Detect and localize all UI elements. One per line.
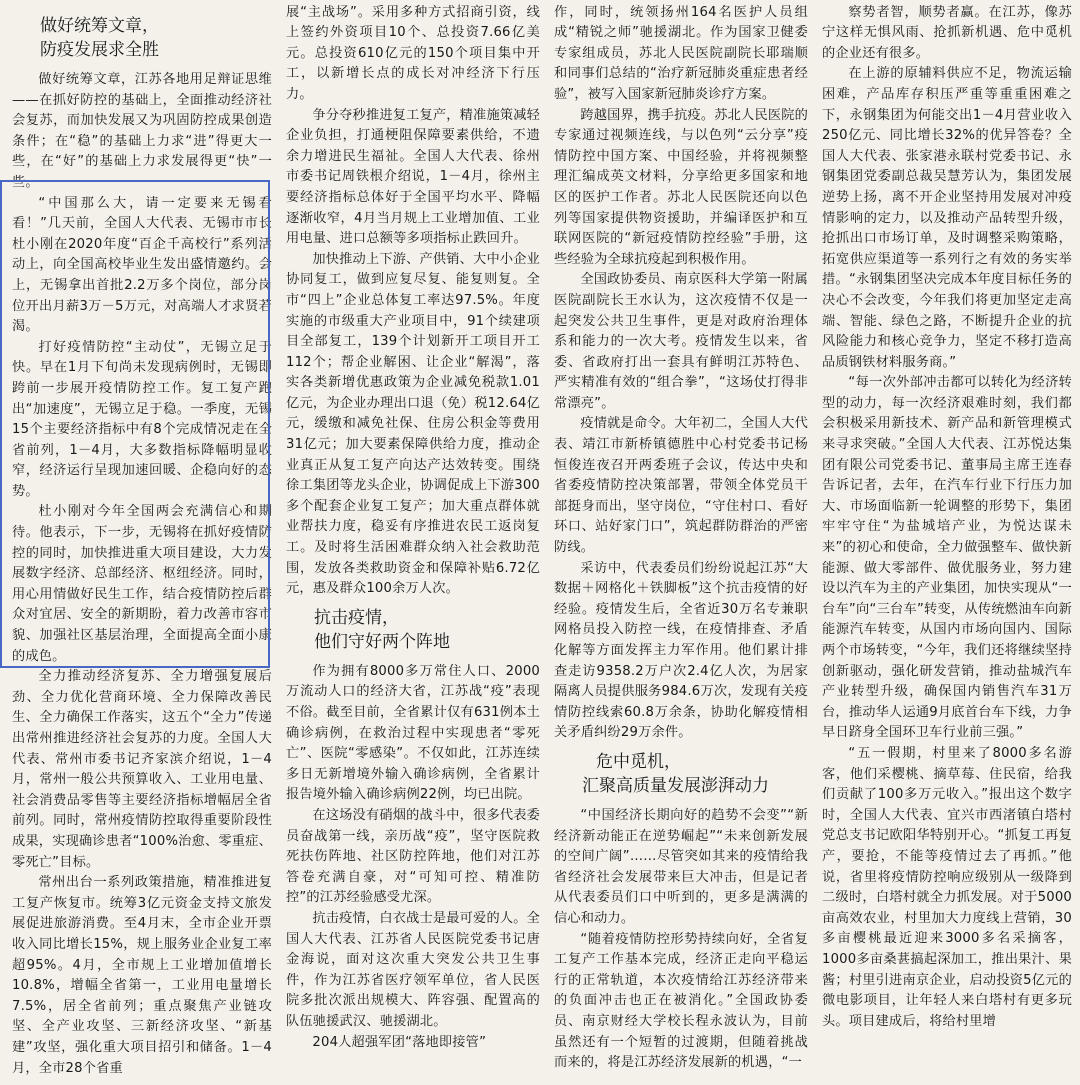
paragraph: 作为拥有8000多万常住人口、2000万流动人口的经济大省，江苏战“疫”表现不俗。截至目前，全省累计仅有631例本土确诊病例，在救治过程中实现患者“零死亡”、医院“零感染”。不仅如此，江苏连续多日无新增境外输入确诊病例，全省累计报告境外输入确诊病例22例，均已出院。 xyxy=(286,663,540,803)
headline-line-1: 抗击疫情， xyxy=(314,607,399,628)
column-1 xyxy=(0,0,278,1085)
headline-line-1: 做好统筹文章， xyxy=(40,16,159,36)
paragraph: 跨越国界，携手抗疫。苏北人民医院的专家通过视频连线，与以色列“云分享”疫情防控中国方案、中国经验，并将视频整理汇编成英文材料，分享给更多国家和地区的医护工作者。苏北人民医院还向以色列等国家提供物资援助，并编译医护和互联网医院的“新冠疫情防控经验”手册，这些经验为全球抗疫起到积极作用。 xyxy=(554,107,808,267)
column-3 xyxy=(546,0,814,1085)
paragraph-highlighted: 打好疫情防控“主动仗”，无锡立足于快。早在1月下旬尚未发现病例时，无锡即跨前一步展开疫情防控工作。复工复产跑出“加速度”，无锡立足于稳。一季度，无锡15个主要经济指标中有8个完成情况走在全省前列，1－4月，大多数指标降幅明显收窄，经济运行呈现加速回暖、企稳向好的态势。 xyxy=(12,339,272,499)
paragraph: 全力推动经济复苏、全力增强复展后劲、全力优化营商环境、全力保障改善民生、全力确保工作落实，这五个“全力”传递出常州推进经济社会复苏的力度。全国人大代表、常州市委书记齐家滨介绍说，1－4月，常州一般公共预算收入、工业用电量、社会消费品零售等主要经济指标增幅居全省前列。同时，常州疫情防控取得重要阶段性成果，实现确诊患者“100%治愈、零重症、零死亡”目标。 xyxy=(12,669,272,870)
paragraph: 采访中，代表委员们纷纷说起江苏“大数据＋网格化＋铁脚板”这个抗击疫情的好经验。疫情发生后，全省近30万名专兼职网格员投入防控一线，在疫情排查、矛盾化解等方面发挥主力军作用。他们累计排查走访9358.2万户次2.4亿人次，为居家隔离人员提供服务984.6万次，发现有关疫情防控线索60.8万余条，协助化解疫情相关矛盾纠纷29万余件。 xyxy=(554,560,808,741)
headline-opportunity xyxy=(554,750,808,798)
paragraph: 察势者智，顺势者赢。在江苏，像苏宁这样无惧风雨、抢抓新机遇、危中觅机的企业还有很多。 xyxy=(822,4,1072,61)
paragraph: 做好统筹文章，江苏各地用足辩证思维——在抓好防控的基础上，全面推动经济社会复苏，而加快发展又为巩固防控成果创造条件；在“稳”的基础上力求“进”得更大一些，在“好”的基础上力求发展得更“快”一些。 xyxy=(12,72,272,190)
column-2 xyxy=(278,0,546,1085)
paragraph: 抗击疫情，白衣战士是最可爱的人。全国人大代表、江苏省人民医院党委书记唐金海说，面对这次重大突发公共卫生事件，作为江苏省医疗领军单位，省人民医院多批次派出规模大、阵容强、配置高的队伍驰援武汉、驰援湖北。 xyxy=(286,910,540,1029)
headline-coordination xyxy=(12,14,272,62)
headline-line-2: 他们守好两个阵地 xyxy=(314,631,450,652)
column-4 xyxy=(814,0,1080,1085)
paragraph: 全国政协委员、南京医科大学第一附属医院副院长王水认为，这次疫情不仅是一起突发公共卫生事件，更是对政府治理体系和能力的一次大考。疫情发生以来，省委、省政府打出一套具有鲜明江苏特色、严实精准有效的“组合拳”，“这场仗打得非常漂亮”。 xyxy=(554,272,808,411)
paragraph: 常州出台一系列政策措施，精准推进复工复产恢复市。统筹3亿元资金支持文旅发展促进旅游消费。至4月末，全市企业开票收入同比增长15%，规上服务业企业复工率超95%。4月，全市规上工业增加值增长10.8%，增幅全省第一，工业用电量增长7.5%，居全省前列；重点聚焦产业链攻坚、全产业攻坚、三新经济攻坚、“新基建”攻坚，强化重大项目招引和储备。1－4月，全市28个省重 xyxy=(12,875,272,1076)
paragraph: 在这场没有硝烟的战斗中，很多代表委员奋战第一线，亲历战“疫”，坚守医院救死扶伤阵地、社区防控阵地，他们对江苏答卷充满自豪，对“可知可控、精准防控”的江苏经验感受尤深。 xyxy=(286,807,540,906)
paragraph: “中国经济长期向好的趋势不会变”“新经济新动能正在逆势崛起”“未来创新发展的空间广阔”……尽管突如其来的疫情给我省经济社会发展带来巨大冲击，但是记者从代表委员们口中听到的，更多是满满的信心和动力。 xyxy=(554,807,808,926)
paragraph: “五一假期，村里来了8000多名游客，他们采樱桃、摘草莓、住民宿，给我们贡献了100多万元收入。”报出这个数字时，全国人大代表、宜兴市西渚镇白塔村党总支书记欧阳华特别开心。“抓复工再复产，要抢，不能等疫情过去了再抓。”他说，省里将疫情防控响应级别从一级降到二级时，白塔村就全力抓发展。对于5000亩高效农业，村里加大力度线上营销，30多亩樱桃最近迎来3000多名采摘客，1000多亩桑葚搞起深加工，推出果汁、果酱；村里引进南京企业，启动投资5亿元的微电影项目，让年轻人来白塔村有更多玩头。项目建成后，将给村里增 xyxy=(822,745,1072,1029)
paragraph-highlighted: “中国那么大，请一定要来无锡看看！”几天前，全国人大代表、无锡市市长杜小刚在2020年度“百企千高校行”系列活动上，向全国高校毕业生发出盛情邀约。会上，无锡拿出首批2.2万多个岗位，部分岗位开出月薪3万－5万元，对高端人才求贤若渴。 xyxy=(12,195,272,335)
paragraph: 在上游的原辅料供应不足，物流运输困难，产品库存积压严重等重重困难之下，永钢集团为何能交出1－4月营业收入250亿元、同比增长32%的优异答卷？全国人大代表、张家港永联村党委书记、永钢集团党委副总裁吴慧芳认为，集团发展逆势上扬，离不开企业坚持用发展对冲疫情影响的定力，以及推动产品转型升级，抢抓出口市场订单，及时调整采购策略，拓宽供应渠道等一系列行之有效的务实举措。“永钢集团坚决完成本年度目标任务的决心不会改变，今年我们将更加坚定走高端、智能、绿色之路，不断提升企业的抗风险能力和核心竞争力，坚定不移打造高品质钢铁材料服务商。” xyxy=(822,66,1072,370)
headline-line-1: 危中觅机， xyxy=(596,751,681,772)
paragraph: “每一次外部冲击都可以转化为经济转型的动力，每一次经济艰难时刻，我们都会积极采用新技术、新产品和新管理模式来寻求突破。”全国人大代表、江苏悦达集团有限公司党委书记、董事局主席王连春告诉记者，去年，在汽车行业下行压力加大、市场面临新一轮调整的形势下，集团牢牢守住“为盐城培产业，为悦达谋未来”的初心和使命，全力做强整车、做快新能源、做大零部件、做优服务业，努力建设以汽车为主的产业集团，加快实现从“一台车”向“三台车”转变，从传统燃油车向新能源汽车转变，从国内市场向国内、国际两个市场转变，“今年，我们还将继续坚持创新驱动，强化研发营销，推动盐城汽车产业转型升级，确保国内销售汽车31万台，推动华人运通9月底首台车下线，力争早日跻身全国环卫车行业前三强。” xyxy=(822,375,1072,741)
headline-line-2: 防疫发展求全胜 xyxy=(40,40,159,60)
paragraph: 争分夺秒推进复工复产，精准施策减轻企业负担，打通梗阻保障要素供给，不遗余力增进民生福祉。全国人大代表、徐州市委书记周铁根介绍说，1－4月，徐州主要经济指标总体好于全国平均水平、降幅逐渐收窄，4月当月规上工业增加值、工业用电量、进口总额等多项指标止跌回升。 xyxy=(286,107,540,247)
paragraph: 204人超强军团“落地即接管” xyxy=(312,1034,487,1050)
headline-line-2: 汇聚高质量发展澎湃动力 xyxy=(582,775,769,796)
paragraph: 加快推动上下游、产供销、大中小企业协同复工，做到应复尽复、能复则复。全市“四上”企业总体复工率达97.5%。年度实施的市级重大产业项目中，91个续建项目全部复工，139个计划新开工项目开工112个；帮企业解困、让企业“解渴”，落实各类新增优惠政策为企业减免税款1.01亿元，为企业办理出口退（免）税12.64亿元，缓缴和减免社保、住房公积金等费用31亿元；加大要素保障供给力度，推动企业真正从复工复产向达产达效转变。围绕徐工集团等龙头企业，协调促成上下游300多个配套企业复工复产；加大重点群体就业帮扶力度，稳妥有序推进农民工返岗复工。及时将生活困难群众纳入社会救助范围，发放各类救助资金和保障补贴6.72亿元，惠及群众100余万人次。 xyxy=(286,251,540,597)
paragraph: 作，同时，统领扬州164名医护人员组成“精锐之师”驰援湖北。作为国家卫健委专家组成员，苏北人民医院副院长耶瑞顺和同事们总结的“治疗新冠肺炎重症患者经验”，被写入国家新冠肺炎诊疗方案。 xyxy=(554,4,808,102)
paragraph: 展“主战场”。采用多种方式招商引资，线上签约外资项目10个、总投资7.66亿美元。总投资610亿元的150个项目集中开工，以新增长点的成长对冲经济下行压力。 xyxy=(286,4,540,102)
paragraph-highlighted: 杜小刚对今年全国两会充满信心和期待。他表示，下一步，无锡将在抓好疫情防控的同时，加快推进重大项目建设，大力发展数字经济、总部经济、枢纽经济。同时，用心用情做好民生工作，结合疫情防控后群众对宜居、安全的新期盼，着力改善市容市貌、加强社区基层治理，全面提高全面小康的成色。 xyxy=(12,504,272,664)
paragraph: 疫情就是命令。大年初二，全国人大代表、靖江市新桥镇德胜中心村党委书记杨恒俊连夜召开两委班子会议，传达中央和省委疫情防控决策部署，带领全体党员干部挺身而出，坚守岗位，“守住村口、看好环口、站好家门口”，筑起群防群治的严密防线。 xyxy=(554,416,808,556)
paragraph: “随着疫情防控形势持续向好，全省复工复产工作基本完成，经济正走向平稳运行的正常轨道，本次疫情给江苏经济带来的负面冲击也正在被消化。”全国政协委员、南京财经大学校长程永波认为，目前虽然还有一个短暂的过渡期，但随着挑战而来的，将是江苏经济发展新的机遇，“一 xyxy=(554,931,808,1071)
headline-fight-epidemic xyxy=(286,606,540,654)
